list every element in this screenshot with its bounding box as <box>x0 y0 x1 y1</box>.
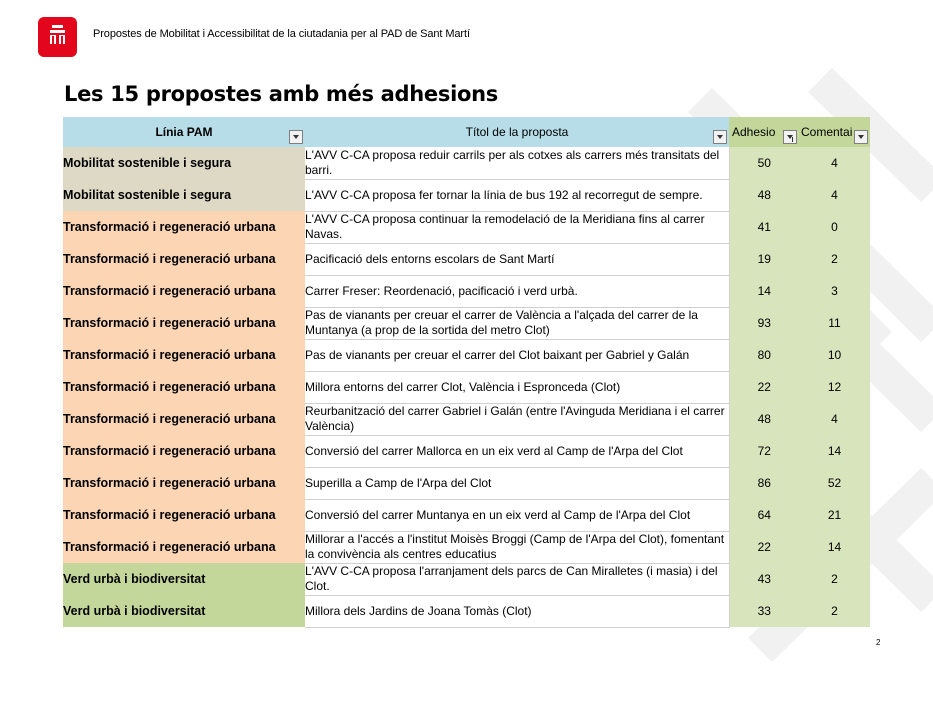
comentaris-cell: 4 <box>799 179 870 211</box>
titol-cell <box>305 435 729 467</box>
titol-text: L'AVV C-CA proposa fer tornar la línia de bus 192 al recorregut de sempre. <box>305 187 703 202</box>
linia-cell: Transformació i regeneració urbana <box>63 371 305 403</box>
column-header-linia-label: Línia PAM <box>155 125 213 139</box>
column-header-comentaris <box>799 117 870 147</box>
titol-cell <box>305 211 729 243</box>
comentaris-cell: 10 <box>799 339 870 371</box>
page-number: 2 <box>876 638 881 647</box>
comentaris-cell: 2 <box>799 243 870 275</box>
table-row <box>63 211 870 243</box>
linia-cell: Verd urbà i biodiversitat <box>63 563 305 595</box>
table-row <box>63 307 870 339</box>
comentaris-cell: 11 <box>799 307 870 339</box>
column-header-adhesions-label: Adhesio <box>732 125 776 139</box>
titol-text: Millora dels Jardins de Joana Tomàs (Clot) <box>305 603 532 618</box>
table-row <box>63 179 870 211</box>
titol-cell <box>305 179 729 211</box>
linia-cell: Transformació i regeneració urbana <box>63 435 305 467</box>
comentaris-cell: 21 <box>799 499 870 531</box>
comentaris-cell: 4 <box>799 403 870 435</box>
table-row <box>63 275 870 307</box>
titol-cell <box>305 147 729 179</box>
linia-cell: Transformació i regeneració urbana <box>63 467 305 499</box>
adhesions-cell: 22 <box>729 531 799 563</box>
comentaris-cell: 4 <box>799 147 870 179</box>
adhesions-cell: 41 <box>729 211 799 243</box>
slide-title: Les 15 propostes amb més adhesions <box>64 82 498 106</box>
table-row <box>63 371 870 403</box>
titol-cell <box>305 243 729 275</box>
adhesions-cell: 22 <box>729 371 799 403</box>
linia-cell: Verd urbà i biodiversitat <box>63 595 305 627</box>
titol-cell <box>305 499 729 531</box>
linia-cell: Transformació i regeneració urbana <box>63 307 305 339</box>
filter-dropdown-icon[interactable] <box>854 130 868 144</box>
linia-cell: Mobilitat sostenible i segura <box>63 179 305 211</box>
table-row <box>63 147 870 179</box>
header-title: Propostes de Mobilitat i Accessibilitat de la ciutadania per al PAD de Sant Martí <box>93 28 470 40</box>
comentaris-cell: 14 <box>799 531 870 563</box>
comentaris-cell: 12 <box>799 371 870 403</box>
table-row <box>63 563 870 595</box>
table-row <box>63 531 870 563</box>
titol-text: Millorar a l'accés a l'institut Moisès Broggi (Camp de l'Arpa del Clot), fomentant la convivència als centres educatius <box>305 532 725 561</box>
adhesions-cell: 93 <box>729 307 799 339</box>
titol-text: Reurbanització del carrer Gabriel i Galán (entre l'Avinguda Meridiana i el carrer València) <box>305 404 725 433</box>
table-header-row <box>63 117 870 147</box>
linia-cell: Transformació i regeneració urbana <box>63 243 305 275</box>
linia-cell: Transformació i regeneració urbana <box>63 275 305 307</box>
column-header-adhesions <box>729 117 799 147</box>
adhesions-cell: 64 <box>729 499 799 531</box>
adhesions-cell: 43 <box>729 563 799 595</box>
titol-text: L'AVV C-CA proposa l'arranjament dels parcs de Can Miralletes (i masia) i del Clot. <box>305 564 718 593</box>
adhesions-cell: 19 <box>729 243 799 275</box>
titol-cell <box>305 403 729 435</box>
linia-cell: Transformació i regeneració urbana <box>63 339 305 371</box>
linia-cell: Transformació i regeneració urbana <box>63 403 305 435</box>
linia-cell: Transformació i regeneració urbana <box>63 499 305 531</box>
titol-text: Conversió del carrer Muntanya en un eix verd al Camp de l'Arpa del Clot <box>305 507 691 522</box>
adhesions-cell: 72 <box>729 435 799 467</box>
comentaris-cell: 52 <box>799 467 870 499</box>
table-row <box>63 403 870 435</box>
comentaris-cell: 2 <box>799 595 870 627</box>
adhesions-cell: 50 <box>729 147 799 179</box>
linia-cell: Transformació i regeneració urbana <box>63 531 305 563</box>
titol-cell <box>305 595 729 627</box>
comentaris-cell: 2 <box>799 563 870 595</box>
comentaris-cell: 3 <box>799 275 870 307</box>
adhesions-cell: 48 <box>729 179 799 211</box>
adhesions-cell: 80 <box>729 339 799 371</box>
titol-text: L'AVV C-CA proposa reduir carrils per als cotxes als carrers més transitats del barri. <box>305 147 720 177</box>
table-row <box>63 467 870 499</box>
filter-dropdown-icon[interactable] <box>713 130 727 144</box>
titol-cell <box>305 275 729 307</box>
titol-text: Conversió del carrer Mallorca en un eix verd al Camp de l'Arpa del Clot <box>305 443 683 458</box>
table-row <box>63 499 870 531</box>
adhesions-cell: 33 <box>729 595 799 627</box>
adhesions-cell: 86 <box>729 467 799 499</box>
table-row <box>63 339 870 371</box>
titol-cell <box>305 531 729 563</box>
titol-cell <box>305 307 729 339</box>
table-row <box>63 243 870 275</box>
column-header-comentaris-label: Comentai <box>801 125 853 139</box>
titol-text: L'AVV C-CA proposa continuar la remodelació de la Meridiana fins al carrer Navas. <box>305 212 705 241</box>
titol-cell <box>305 467 729 499</box>
table-row <box>63 435 870 467</box>
titol-cell <box>305 339 729 371</box>
propostes-table <box>63 117 870 628</box>
comentaris-cell: 14 <box>799 435 870 467</box>
sort-filter-icon[interactable] <box>783 130 797 144</box>
linia-cell: Mobilitat sostenible i segura <box>63 147 305 179</box>
column-header-titol <box>305 117 729 147</box>
titol-cell <box>305 563 729 595</box>
titol-text: Superilla a Camp de l'Arpa del Clot <box>305 475 492 490</box>
titol-text: Millora entorns del carrer Clot, València i Espronceda (Clot) <box>305 379 621 394</box>
titol-text: Pacificació dels entorns escolars de Sant Martí <box>305 251 555 266</box>
titol-text: Carrer Freser: Reordenació, pacificació i verd urbà. <box>305 283 578 298</box>
titol-text: Pas de vianants per creuar el carrer del Clot baixant per Gabriel y Galán <box>305 347 690 362</box>
table-row <box>63 595 870 627</box>
titol-cell <box>305 371 729 403</box>
column-header-linia <box>63 117 305 147</box>
adhesions-cell: 14 <box>729 275 799 307</box>
column-header-titol-label: Títol de la proposta <box>465 125 569 139</box>
barcelona-logo-icon <box>38 17 77 57</box>
titol-text: Pas de vianants per creuar el carrer de València a l'alçada del carrer de la Muntanya (a prop de la sortida del metro Clot) <box>305 308 698 337</box>
linia-cell: Transformació i regeneració urbana <box>63 211 305 243</box>
filter-dropdown-icon[interactable] <box>289 130 303 144</box>
comentaris-cell: 0 <box>799 211 870 243</box>
adhesions-cell: 48 <box>729 403 799 435</box>
